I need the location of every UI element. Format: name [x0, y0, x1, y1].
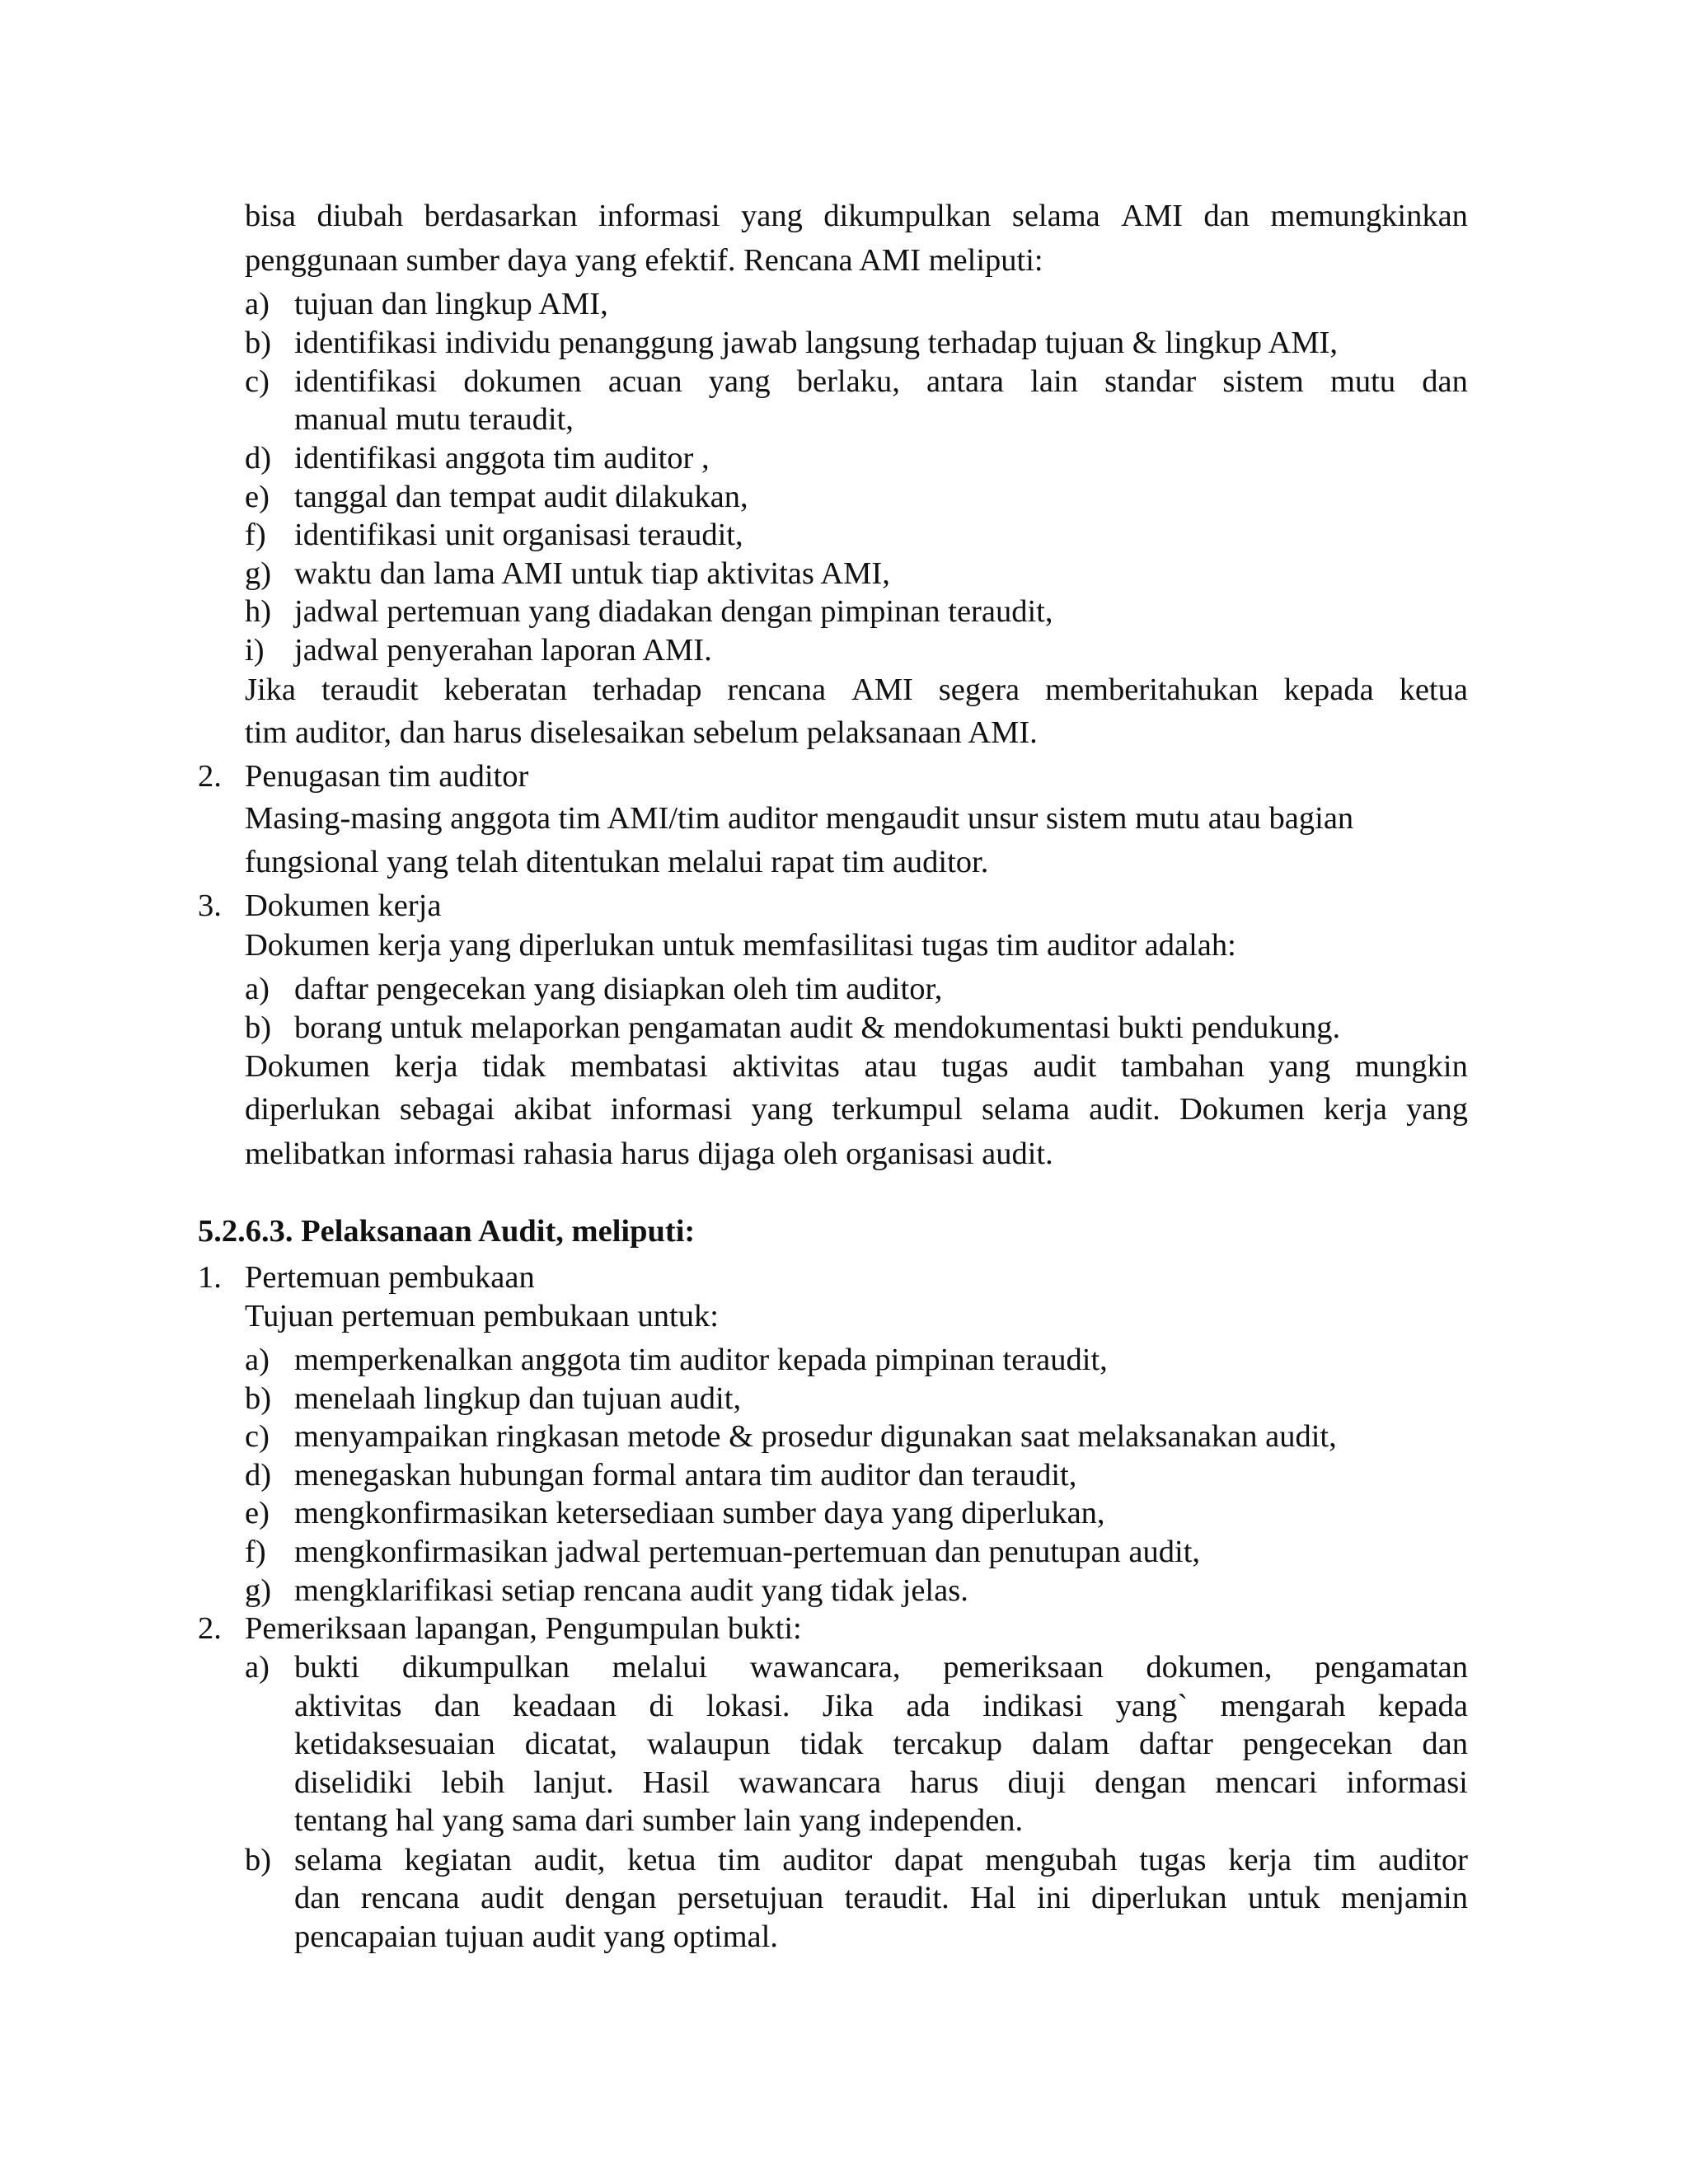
list-label: h) [245, 594, 272, 629]
word: bisa [245, 199, 297, 233]
list-item: jadwal penyerahan laporan AMI. [294, 633, 712, 668]
word: aktivitas [294, 1689, 402, 1723]
word: membatasi [570, 1049, 708, 1084]
word: antara [926, 364, 1005, 399]
list-label: a) [245, 1343, 270, 1377]
list-item: menegaskan hubungan formal antara tim auditor dan teraudit, [294, 1458, 1077, 1493]
paragraph-line: Dokumen kerja yang diperlukan untuk memfasilitasi tugas tim auditor adalah: [245, 928, 1236, 963]
list-item-continued: tentang hal yang sama dari sumber lain yang independen. [294, 1803, 1024, 1838]
list-item: mengkonfirmasikan ketersediaan sumber daya yang diperlukan, [294, 1496, 1105, 1530]
list-label: e) [245, 1496, 270, 1530]
word: dan [1203, 199, 1250, 233]
list-label: i) [245, 633, 265, 668]
word: yang [1406, 1092, 1468, 1127]
word: auditor [1377, 1843, 1468, 1877]
word: Hasil [642, 1765, 710, 1800]
word: Dokumen [1179, 1092, 1305, 1127]
word: kerja [394, 1049, 458, 1084]
word: ini [1037, 1881, 1071, 1915]
word: identifikasi [294, 364, 438, 399]
list-label: b) [245, 1381, 272, 1416]
word: melalui [612, 1650, 708, 1685]
list-item: identifikasi anggota tim auditor , [294, 441, 710, 476]
word: pengecekan [1242, 1727, 1393, 1761]
item-title: Pertemuan pembukaan [245, 1260, 535, 1295]
word: harus [910, 1765, 979, 1800]
list-label: a) [245, 972, 270, 1006]
list-item-continued: manual mutu teraudit, [294, 402, 574, 437]
word: untuk [1247, 1881, 1320, 1915]
word: tambahan [1121, 1049, 1245, 1084]
word: Dokumen [245, 1049, 370, 1084]
word: tugas [1139, 1843, 1207, 1877]
intro-line: penggunaan sumber daya yang efektif. Rencana AMI meliputi: [245, 243, 1043, 278]
list-label: g) [245, 556, 272, 591]
word: aktivitas [732, 1049, 840, 1084]
word: rencana [360, 1881, 460, 1915]
word: dokumen [463, 364, 582, 399]
word: keadaan [512, 1689, 617, 1723]
word: tim [1313, 1843, 1357, 1877]
word: indikasi [982, 1689, 1084, 1723]
list-item: mengklarifikasi setiap rencana audit yang tidak jelas. [294, 1573, 968, 1608]
word: berdasarkan [424, 199, 578, 233]
list-item: identifikasi unit organisasi teraudit, [294, 518, 743, 552]
list-label: f) [245, 1535, 266, 1569]
paragraph-line [245, 674, 1468, 706]
word: diubah [316, 199, 404, 233]
list-item: tujuan dan lingkup AMI, [294, 287, 608, 321]
list-item: mengkonfirmasikan jadwal pertemuan-pertemuan dan penutupan audit, [294, 1535, 1201, 1569]
word: rencana [727, 673, 827, 707]
list-item-continued [294, 1728, 1468, 1760]
list-item: daftar pengecekan yang disiapkan oleh tim auditor, [294, 972, 943, 1006]
list-item: jadwal pertemuan yang diadakan dengan pimpinan teraudit, [294, 594, 1053, 629]
word: akibat [513, 1092, 592, 1127]
word: sebagai [399, 1092, 495, 1127]
word: ketua [1399, 673, 1468, 707]
list-item: identifikasi individu penanggung jawab langsung terhadap tujuan & lingkup AMI, [294, 326, 1339, 360]
paragraph-line: melibatkan informasi rahasia harus dijaga oleh organisasi audit. [245, 1137, 1053, 1171]
word: keberatan [443, 673, 568, 707]
word: atau [864, 1049, 917, 1084]
word: AMI [1121, 199, 1183, 233]
list-item: menyampaikan ringkasan metode & prosedur digunakan saat melaksanakan audit, [294, 1419, 1337, 1454]
list-item-continued [294, 1690, 1468, 1722]
word: wawancara, [749, 1650, 901, 1685]
word: audit. [1089, 1092, 1160, 1127]
list-label: b) [245, 1010, 272, 1045]
list-item: menelaah lingkup dan tujuan audit, [294, 1381, 742, 1416]
word: kepada [1377, 1689, 1468, 1723]
word: tidak [799, 1727, 864, 1761]
word: teraudit. [844, 1881, 950, 1915]
word: teraudit [321, 673, 419, 707]
word: dan [434, 1689, 481, 1723]
list-label: g) [245, 1573, 272, 1608]
word: memungkinkan [1270, 199, 1468, 233]
list-label: c) [245, 364, 270, 399]
item-title: Pemeriksaan lapangan, Pengumpulan bukti: [245, 1611, 802, 1646]
word: yang [751, 1092, 814, 1127]
word: audit, [533, 1843, 606, 1877]
list-label: e) [245, 480, 270, 514]
list-number: 1. [198, 1260, 222, 1295]
word: tim [718, 1843, 761, 1877]
list-item: borang untuk melaporkan pengamatan audit & mendokumentasi bukti pendukung. [294, 1010, 1341, 1045]
word: standar [1104, 364, 1197, 399]
word: Jika [822, 1689, 874, 1723]
word: mengarah [1220, 1689, 1346, 1723]
word: diuji [1007, 1765, 1067, 1800]
list-item: memperkenalkan anggota tim auditor kepada pimpinan teraudit, [294, 1343, 1108, 1377]
word: segera [938, 673, 1020, 707]
paragraph-line: fungsional yang telah ditentukan melalui rapat tim auditor. [245, 845, 989, 879]
word: wawancara [738, 1765, 882, 1800]
word: auditor [782, 1843, 873, 1877]
word: selama [294, 1843, 382, 1877]
word: lain [1030, 364, 1078, 399]
word: tugas [941, 1049, 1009, 1084]
word: dokumen, [1146, 1650, 1273, 1685]
word: dikumpulkan [823, 199, 992, 233]
word: yang` [1115, 1689, 1189, 1723]
word: ketidaksesuaian [294, 1727, 495, 1761]
word: informasi [1346, 1765, 1468, 1800]
word: berlaku, [796, 364, 900, 399]
list-item: tanggal dan tempat audit dilakukan, [294, 480, 748, 514]
word: mutu [1329, 364, 1396, 399]
word: ada [906, 1689, 950, 1723]
word: yang [1268, 1049, 1331, 1084]
list-number: 3. [198, 888, 222, 923]
word: terkumpul [832, 1092, 963, 1127]
paragraph-line: Masing-masing anggota tim AMI/tim auditor mengaudit unsur sistem mutu atau bagian [245, 801, 1354, 836]
word: dicatat, [524, 1727, 617, 1761]
word: yang [708, 364, 771, 399]
list-label: d) [245, 1458, 272, 1493]
word: diselidiki [294, 1765, 413, 1800]
word: dengan [565, 1881, 657, 1915]
list-label: f) [245, 518, 266, 552]
paragraph-line: tim auditor, dan harus diselesaikan sebelum pelaksanaan AMI. [245, 715, 1038, 750]
word: persetujuan [677, 1881, 824, 1915]
list-label: a) [245, 287, 270, 321]
intro-line [245, 200, 1468, 232]
word: selama [982, 1092, 1070, 1127]
paragraph-line [245, 1051, 1468, 1083]
word: lanjut. [533, 1765, 614, 1800]
word: mencari [1215, 1765, 1318, 1800]
word: informasi [598, 199, 720, 233]
paragraph-line [245, 1094, 1468, 1126]
word: daftar [1139, 1727, 1213, 1761]
list-number: 2. [198, 1611, 222, 1646]
word: lokasi. [706, 1689, 790, 1723]
list-item-continued: pencapaian tujuan audit yang optimal. [294, 1919, 778, 1954]
word: dan [1422, 1727, 1468, 1761]
word: kegiatan [404, 1843, 513, 1877]
item-title: Penugasan tim auditor [245, 759, 529, 794]
word: kepada [1283, 673, 1374, 707]
word: tercakup [893, 1727, 1003, 1761]
word: walaupun [646, 1727, 771, 1761]
list-label: a) [245, 1650, 270, 1685]
list-label: c) [245, 1419, 270, 1454]
list-item-continued [294, 1882, 1468, 1915]
word: dalam [1031, 1727, 1110, 1761]
word: acuan [607, 364, 682, 399]
word: kerja [1324, 1092, 1387, 1127]
list-label: d) [245, 441, 272, 476]
word: pemeriksaan [943, 1650, 1104, 1685]
item-title: Dokumen kerja [245, 888, 442, 923]
word: diperlukan [245, 1092, 381, 1127]
word: bukti [294, 1650, 360, 1685]
list-item [294, 1652, 1468, 1684]
word: mungkin [1354, 1049, 1468, 1084]
word: selama [1011, 199, 1100, 233]
word: sistem [1222, 364, 1304, 399]
list-item [294, 1844, 1468, 1877]
list-item: waktu dan lama AMI untuk tiap aktivitas AMI, [294, 556, 890, 591]
word: dan [294, 1881, 340, 1915]
word: pengamatan [1314, 1650, 1468, 1685]
word: dan [1422, 364, 1468, 399]
word: diperlukan [1091, 1881, 1227, 1915]
word: menjamin [1341, 1881, 1468, 1915]
word: terhadap [592, 673, 702, 707]
paragraph-line: Tujuan pertemuan pembukaan untuk: [245, 1299, 719, 1333]
word: Hal [970, 1881, 1016, 1915]
word: tidak [482, 1049, 546, 1084]
word: lebih [441, 1765, 505, 1800]
section-heading: 5.2.6.3. Pelaksanaan Audit, meliputi: [198, 1214, 696, 1249]
list-label: b) [245, 1843, 272, 1877]
list-label: b) [245, 326, 272, 360]
word: yang [741, 199, 803, 233]
word: kerja [1228, 1843, 1292, 1877]
word: dengan [1095, 1765, 1187, 1800]
word: memberitahukan [1045, 673, 1259, 707]
word: di [649, 1689, 674, 1723]
word: mengubah [985, 1843, 1118, 1877]
list-item [294, 366, 1468, 398]
list-number: 2. [198, 759, 222, 794]
word: AMI [851, 673, 913, 707]
word: dapat [894, 1843, 964, 1877]
word: audit [480, 1881, 544, 1915]
word: Jika [245, 673, 297, 707]
word: informasi [610, 1092, 733, 1127]
word: audit [1033, 1049, 1097, 1084]
list-item-continued [294, 1767, 1468, 1799]
word: ketua [627, 1843, 696, 1877]
word: dikumpulkan [401, 1650, 570, 1685]
